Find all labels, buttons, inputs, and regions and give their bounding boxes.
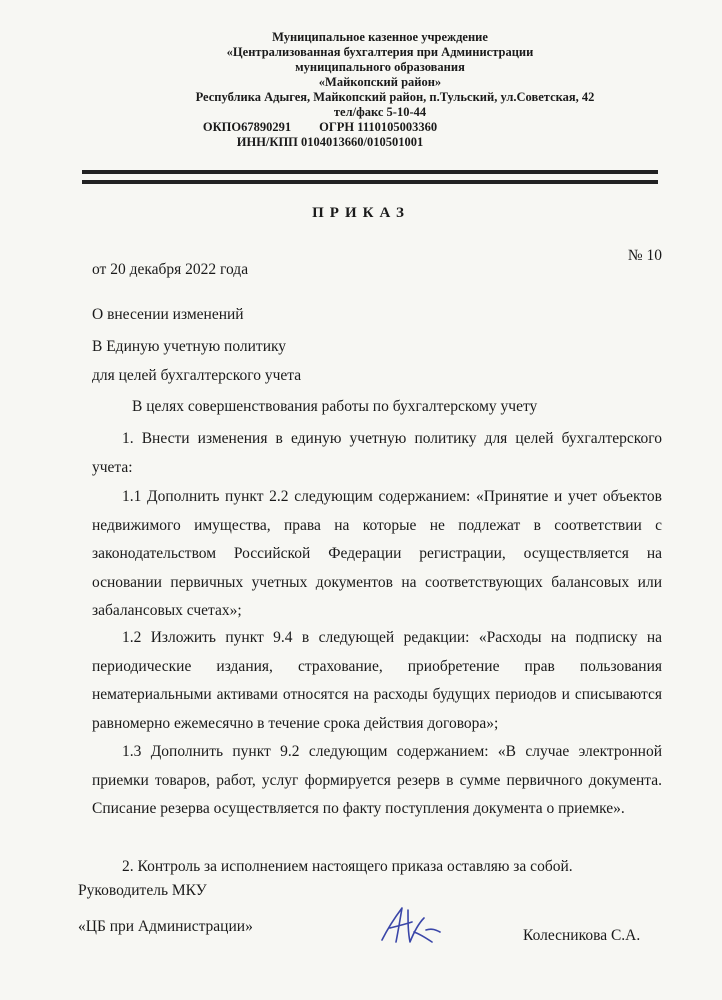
- item-1-1: 1.1 Дополнить пункт 2.2 следующим содержанием: «Принятие и учет объектов недвижимого имущества, права на которые не подлежат в соответствии с законодательством Российской Федерации регистрации, осуществляется на основании первичных учетных документов на соответствующих балансовых или забалансовых счетах»;: [92, 488, 662, 619]
- letterhead: [160, 30, 600, 150]
- org-name-line2: «Централизованная бухгалтерия при Администрации: [226, 45, 534, 59]
- org-name-line3: муниципального образования: [295, 60, 465, 74]
- inn-kpp: ИНН/КПП 0104013660/010501001: [236, 135, 424, 149]
- document-title: ПРИКАЗ: [312, 205, 410, 221]
- signer-position-line1: Руководитель МКУ: [78, 882, 207, 899]
- order-number: № 10: [627, 247, 662, 264]
- signer-position-line2: «ЦБ при Администрации»: [78, 918, 253, 935]
- subject-line3: для целей бухгалтерского учета: [92, 367, 302, 384]
- item-2: 2. Контроль за исполнением настоящего приказа оставляю за собой.: [122, 858, 573, 875]
- item-1: 1. Внести изменения в единую учетную политику для целей бухгалтерского учета:: [92, 430, 662, 476]
- org-codes: [40, 120, 600, 135]
- order-date: от 20 декабря 2022 года: [92, 261, 249, 278]
- org-name-line4: «Майкопский район»: [318, 75, 442, 89]
- okpo-code: ОКПО67890291: [202, 120, 292, 134]
- subject-line1: О внесении изменений: [92, 306, 244, 323]
- item-1-3: 1.3 Дополнить пункт 9.2 следующим содержанием: «В случае электронной приемки товаров, работ, услуг формируется резерв в сумме первичного документа. Списание резерва осуществляется по факту поступления документа о приемке».: [92, 743, 662, 817]
- item-1-2: 1.2 Изложить пункт 9.4 в следующей редакции: «Расходы на подписку на периодические издания, страхование, приобретение прав пользования нематериальными активами относятся на расходы будущих периодов и списываются равномерно ежемесячно в течение срока действия договора»;: [92, 629, 662, 732]
- header-rule-top: [82, 170, 658, 174]
- signer-name: Колесникова С.А.: [523, 927, 641, 944]
- handwritten-signature: [378, 902, 444, 948]
- org-address: Республика Адыгея, Майкопский район, п.Тульский, ул.Советская, 42: [195, 90, 595, 104]
- preamble: В целях совершенствования работы по бухгалтерскому учету: [132, 398, 538, 415]
- subject-line2: В Единую учетную политику: [92, 338, 287, 355]
- org-name-line1: Муниципальное казенное учреждение: [272, 30, 488, 44]
- ogrn-code: ОГРН 1110105003360: [319, 120, 438, 134]
- header-rule-bottom: [82, 180, 658, 184]
- org-phone: тел/факс 5-10-44: [333, 105, 427, 119]
